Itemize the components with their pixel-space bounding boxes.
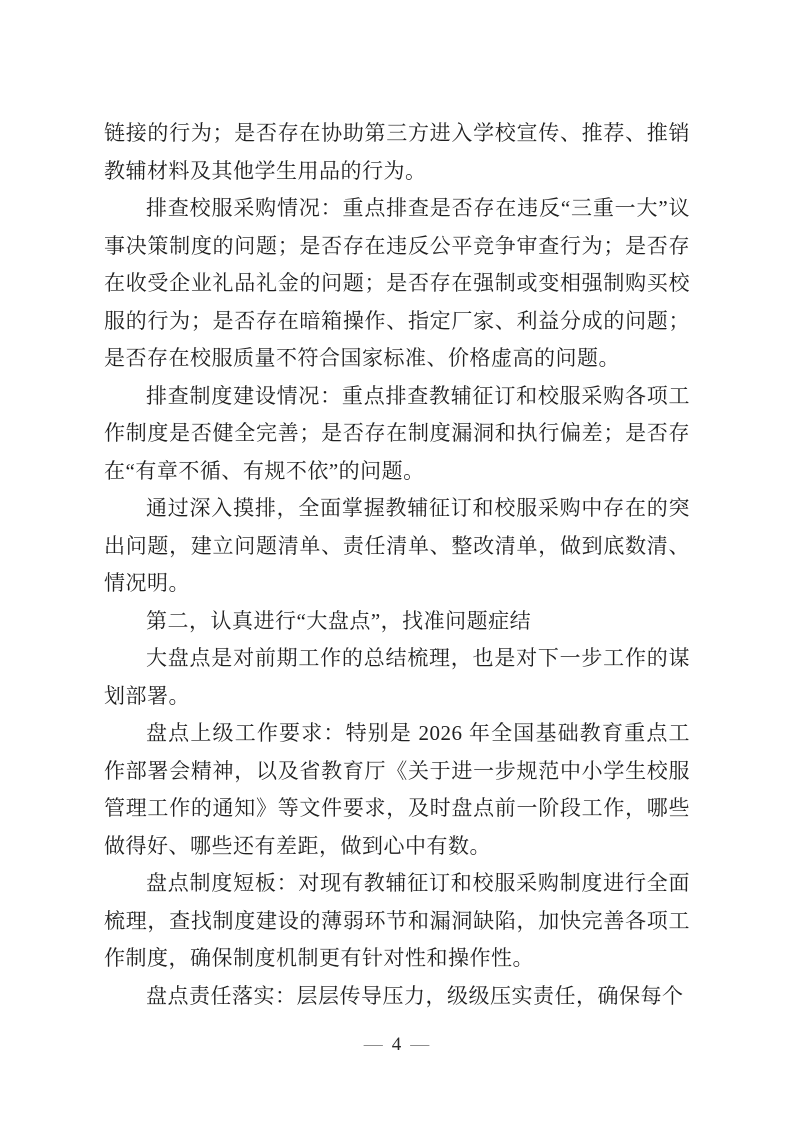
body-text-block	[104, 115, 690, 1015]
body-paragraph-system-building-check: 排查制度建设情况：重点排查教辅征订和校服采购各项工作制度是否健全完善；是否存在制度漏洞和执行偏差；是否存在“有章不循、有规不依”的问题。	[104, 383, 690, 483]
body-paragraph-uniform-procurement-check: 排查校服采购情况：重点排查是否存在违反“三重一大”议事决策制度的问题；是否存在违反公平竞争审查行为；是否存在收受企业礼品礼金的问题；是否存在强制或变相强制购买校服的行为；是否存在暗箱操作、指定厂家、利益分成的问题；是否存在校服质量不符合国家标准、价格虚高的问题。	[104, 196, 690, 370]
body-paragraph-review-responsibility: 盘点责任落实：层层传导压力，级级压实责任，确保每个	[146, 983, 684, 1008]
page-number: 4	[391, 1034, 402, 1055]
page-footer	[0, 1032, 793, 1058]
body-paragraph-thorough-investigation: 通过深入摸排，全面掌握教辅征订和校服采购中存在的突出问题，建立问题清单、责任清单、整改清单，做到底数清、情况明。	[104, 496, 690, 595]
body-paragraph-continuation: 链接的行为；是否存在协助第三方进入学校宣传、推荐、推销教辅材料及其他学生用品的行为。	[104, 121, 690, 183]
footer-dash-right: —	[410, 1034, 430, 1055]
body-paragraph-review-superior-requirements: 盘点上级工作要求：特别是 2026 年全国基础教育重点工作部署会精神，以及省教育厅《关于进一步规范中小学生校服管理工作的通知》等文件要求，及时盘点前一阶段工作，哪些做得好、哪些还有差距，做到心中有数。	[104, 721, 690, 858]
body-paragraph-review-system-weaknesses: 盘点制度短板：对现有教辅征订和校服采购制度进行全面梳理，查找制度建设的薄弱环节和漏洞缺陷，加快完善各项工作制度，确保制度机制更有针对性和操作性。	[104, 871, 690, 970]
section-heading-second-point: 第二，认真进行“大盘点”，找准问题症结	[146, 608, 532, 633]
footer-dash-left: —	[363, 1034, 383, 1055]
body-paragraph-review-summary: 大盘点是对前期工作的总结梳理，也是对下一步工作的谋划部署。	[104, 646, 690, 708]
